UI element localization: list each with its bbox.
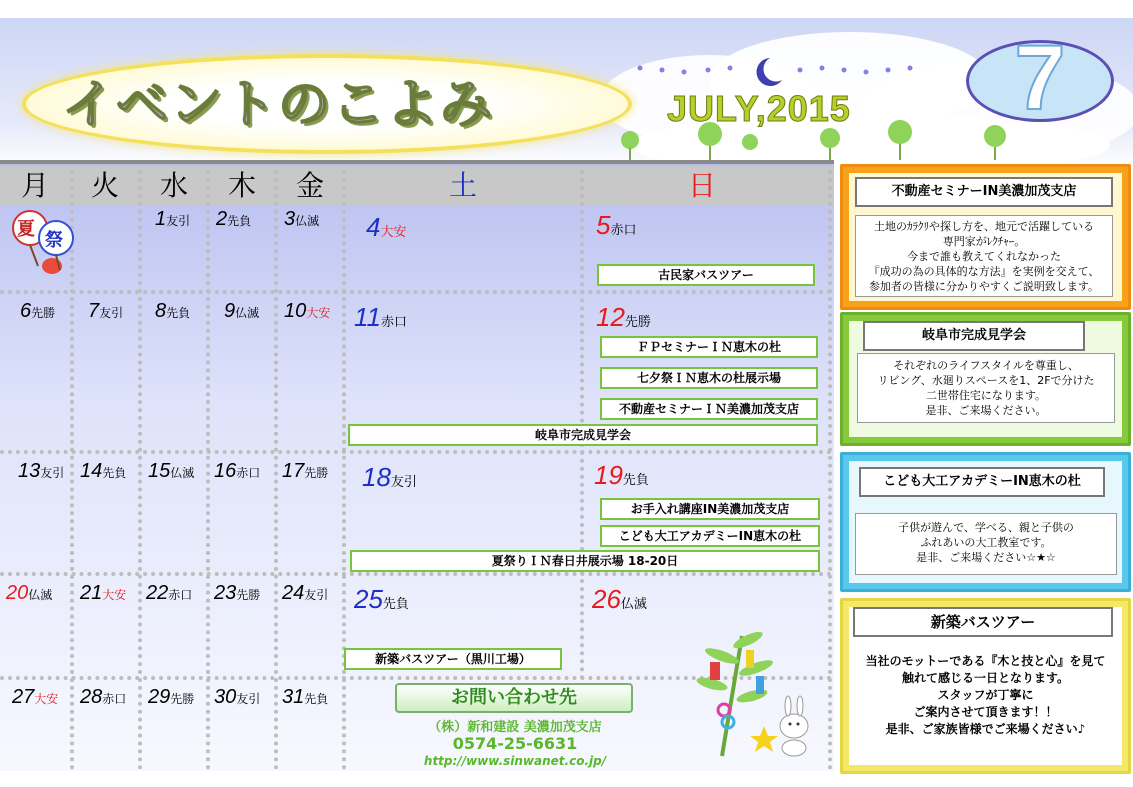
sidebar-panel-new-build-bus-tour bbox=[840, 598, 1131, 774]
event-label: 古民家バスツアー bbox=[597, 264, 815, 286]
day-cell: 19先負 bbox=[594, 460, 649, 490]
day-cell: 30友引 bbox=[214, 686, 261, 708]
day-cell: 6先勝 bbox=[20, 300, 56, 322]
day-cell: 25先負 bbox=[354, 584, 409, 614]
panel-title: 不動産セミナーIN美濃加茂支店 bbox=[855, 177, 1113, 207]
page-title: イベントのこよみ bbox=[62, 75, 495, 135]
weekday-sat: 土 bbox=[448, 169, 477, 202]
day-cell: 24友引 bbox=[282, 582, 329, 604]
event-label: 不動産セミナーＩＮ美濃加茂支店 bbox=[600, 398, 818, 420]
badge-festival-char: 祭 bbox=[45, 230, 63, 251]
panel-title: 新築バスツアー bbox=[853, 607, 1113, 637]
sidebar-panel-kids-carpentry bbox=[840, 452, 1131, 592]
panel-title: 岐阜市完成見学会 bbox=[863, 321, 1085, 351]
day-cell: 3仏滅 bbox=[284, 208, 320, 230]
weekday-tue: 火 bbox=[90, 169, 119, 202]
day-cell: 5赤口 bbox=[596, 210, 637, 240]
weekday-fri: 金 bbox=[295, 169, 324, 202]
day-cell: 27大安 bbox=[12, 686, 59, 708]
sidebar-panel-realestate-seminar bbox=[840, 164, 1131, 310]
contact-phone: 0574-25-6631 bbox=[452, 734, 578, 753]
day-cell: 31先負 bbox=[282, 686, 329, 708]
grid-line bbox=[0, 290, 832, 294]
grid-line bbox=[206, 170, 210, 770]
weekday-thu: 木 bbox=[227, 169, 256, 202]
day-cell: 7友引 bbox=[88, 300, 124, 322]
event-label: 新築バスツアー（黒川工場） bbox=[344, 648, 562, 670]
day-cell: 12先勝 bbox=[596, 302, 651, 332]
contact-company: （株）新和建設 美濃加茂支店 bbox=[428, 720, 602, 735]
day-cell: 16赤口 bbox=[214, 460, 261, 482]
day-cell: 2先負 bbox=[216, 208, 252, 230]
grid-line bbox=[342, 170, 346, 770]
month-number: 7 bbox=[1014, 27, 1066, 129]
month-year-label: JULY,2015 bbox=[667, 88, 851, 129]
grid-line bbox=[828, 170, 832, 770]
calendar-grid bbox=[0, 160, 834, 771]
day-cell: 1友引 bbox=[155, 208, 191, 230]
day-cell: 17先勝 bbox=[282, 460, 329, 482]
day-cell: 15仏滅 bbox=[148, 460, 195, 482]
grid-line bbox=[0, 450, 832, 454]
day-cell: 26仏滅 bbox=[592, 584, 647, 614]
event-label: お手入れ講座IN美濃加茂支店 bbox=[600, 498, 820, 520]
event-label: 七夕祭ＩＮ恵木の杜展示場 bbox=[600, 367, 818, 389]
weekday-mon: 月 bbox=[20, 169, 49, 202]
day-cell: 14先負 bbox=[80, 460, 127, 482]
day-cell: 18友引 bbox=[362, 462, 417, 492]
day-cell: 13友引 bbox=[18, 460, 65, 482]
day-cell: 9仏滅 bbox=[224, 300, 260, 322]
event-label: 夏祭りＩＮ春日井展示場 18-20日 bbox=[350, 550, 820, 572]
day-cell: 4大安 bbox=[366, 212, 407, 242]
day-cell: 10大安 bbox=[284, 300, 331, 322]
day-cell: 23先勝 bbox=[214, 582, 261, 604]
panel-body: それぞれのライフスタイルを尊重し、 リビング、水廻りスペースを1、2Fで分けた 二世帯住宅になります。 是非、ご来場ください。 bbox=[857, 353, 1115, 423]
event-label: ＦＰセミナーＩＮ恵木の杜 bbox=[600, 336, 818, 358]
panel-body: 子供が遊んで、学べる、親と子供の ふれあいの大工教室です。 是非、ご来場ください☆★☆ bbox=[855, 513, 1117, 575]
contact-url[interactable]: http://www.sinwanet.co.jp/ bbox=[423, 754, 607, 768]
contact-heading: お問い合わせ先 bbox=[395, 683, 633, 713]
day-cell: 8先負 bbox=[155, 300, 191, 322]
panel-body: 当社のモットーである『木と技と心』を見て 触れて感じる一日となります。 スタッフが丁寧に ご案内させて頂きます！！ 是非、ご家族皆様でご来場ください♪ bbox=[865, 654, 1106, 736]
day-cell: 28赤口 bbox=[80, 686, 127, 708]
day-cell: 21大安 bbox=[80, 582, 127, 604]
grid-line bbox=[138, 170, 142, 770]
sidebar-panel-gifu-open-house bbox=[840, 312, 1131, 446]
tanabata-bamboo-illustration bbox=[682, 626, 822, 758]
event-label: こども大工アカデミーIN恵木の杜 bbox=[600, 525, 820, 547]
event-label: 岐阜市完成見学会 bbox=[348, 424, 818, 446]
panel-body: 土地のｶﾗｸﾘや探し方を、地元で活躍している 専門家がﾚｸﾁｬｰ。 今まで誰も教えてくれなかった 『成功の為の具体的な方法』を実例を交えて、 参加者の皆様に分かりやすくご説明致します。 bbox=[855, 215, 1113, 297]
day-cell: 11赤口 bbox=[354, 302, 408, 332]
grid-line bbox=[274, 170, 278, 770]
day-cell: 20仏滅 bbox=[6, 582, 53, 604]
weekday-wed: 水 bbox=[159, 169, 188, 202]
weekday-sun: 日 bbox=[687, 169, 716, 202]
day-cell: 29先勝 bbox=[148, 686, 195, 708]
panel-title: こども大工アカデミーIN恵木の杜 bbox=[859, 467, 1105, 497]
badge-summer-char: 夏 bbox=[17, 219, 35, 240]
grid-line bbox=[0, 572, 832, 576]
day-cell: 22赤口 bbox=[146, 582, 193, 604]
